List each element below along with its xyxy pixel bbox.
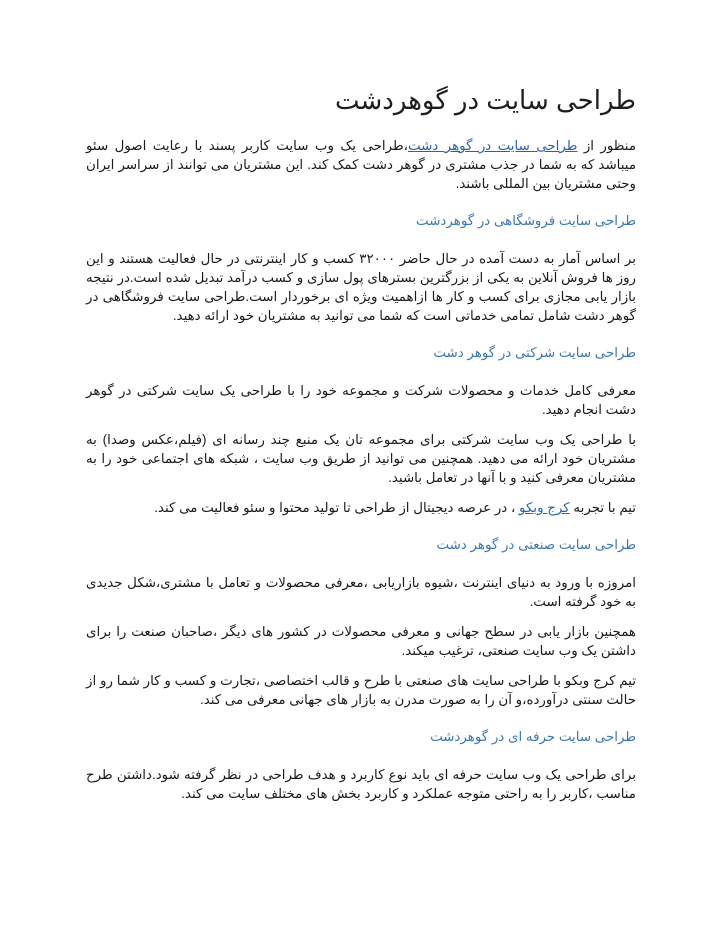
industrial-paragraph-2: همچنین بازار یابی در سطح جهانی و معرفی محصولات در کشور های دیگر ،صاحبان صنعت را برای داشتن یک وب سایت صنعتی، ترغیب میکند. [86, 624, 636, 658]
corporate-paragraph-2: با طراحی یک وب سایت شرکتی برای مجموعه تان یک منبع چند رسانه ای (فیلم،عکس وصدا) به مشتریان خود ارائه می دهید. همچنین می توانید از طریق وب سایت ، شبکه های اجتماعی خود را به مشتریان معرفی کنید و با آنها در تعامل باشید. [86, 432, 636, 485]
heading-industrial-design: طراحی سایت صنعتی در گوهر دشت [436, 537, 636, 552]
industrial-paragraph-3: تیم کرج وبکو با طراحی سایت های صنعتی با طرح و قالب اختصاصی ،تجارت و کسب و کار شما رو از حالت سنتی درآورده،و آن را به صورت مدرن به بازار های جهانی معرفی می کند. [86, 673, 636, 707]
team-text-rest: ، در عرصه دیجیتال از طراحی تا تولید محتوا و سئو فعالیت می کند. [154, 500, 520, 515]
professional-paragraph: برای طراحی یک وب سایت حرفه ای باید نوع کاربرد و هدف طراحی در نظر گرفته شود.داشتن طرح مناسب ،کاربر را به راحتی متوجه عملکرد و کاربرد بخش های مختلف سایت می کند. [86, 767, 636, 801]
intro-paragraph [86, 136, 636, 193]
industrial-paragraph-1: امروزه با ورود به دنیای اینترنت ،شیوه بازاریابی ،معرفی محصولات و تعامل با مشتری،شکل جدیدی به خود گرفته است. [86, 575, 636, 609]
corporate-paragraph-1: معرفی کامل خدمات و محصولات شرکت و مجموعه خود را با طراحی یک سایت شرکتی در گوهر دشت انجام دهید. [86, 383, 636, 417]
heading-store-design: طراحی سایت فروشگاهی در گوهردشت [416, 213, 636, 228]
intro-text-rest: ،طراحی یک وب سایت کاربر پسند با رعایت اصول سئو میباشد که به شما در جذب مشتری در گوهر دشت کمک کند. این مشتریان می توانند از سراسر ایران وحتی مشتریان بین المللی باشند. [86, 138, 636, 191]
gohardasht-web-design-link[interactable]: طراحی سایت در گوهر دشت [407, 138, 578, 153]
team-text-start: تیم با تجربه [569, 500, 636, 515]
store-design-paragraph: بر اساس آمار به دست آمده در حال حاضر ۳۲۰۰۰ کسب و کار اینترنتی در حال فعالیت هستند و این روز ها فروش آنلاین به یکی از بزرگترین بسترهای پول سازی و کسب درآمد تبدیل شده است.در نتیجه بازار یابی مجازی برای کسب و کار ها ازاهمیت ویژه ای برخوردار است.طراحی سایت فروشگاهی در گوهر دشت شامل تمامی خدماتی است که شما می توانید به مشتریان خود ارائه دهید. [86, 251, 637, 323]
corporate-paragraph-3 [86, 498, 636, 517]
intro-text-start: منظور از [577, 138, 636, 153]
heading-professional-design: طراحی سایت حرفه ای در گوهردشت [430, 729, 636, 744]
page-title: طراحی سایت در گوهردشت [334, 85, 636, 115]
heading-corporate-design: طراحی سایت شرکتی در گوهر دشت [433, 345, 636, 360]
karaj-webco-link[interactable]: کرج وبکو [519, 500, 570, 515]
